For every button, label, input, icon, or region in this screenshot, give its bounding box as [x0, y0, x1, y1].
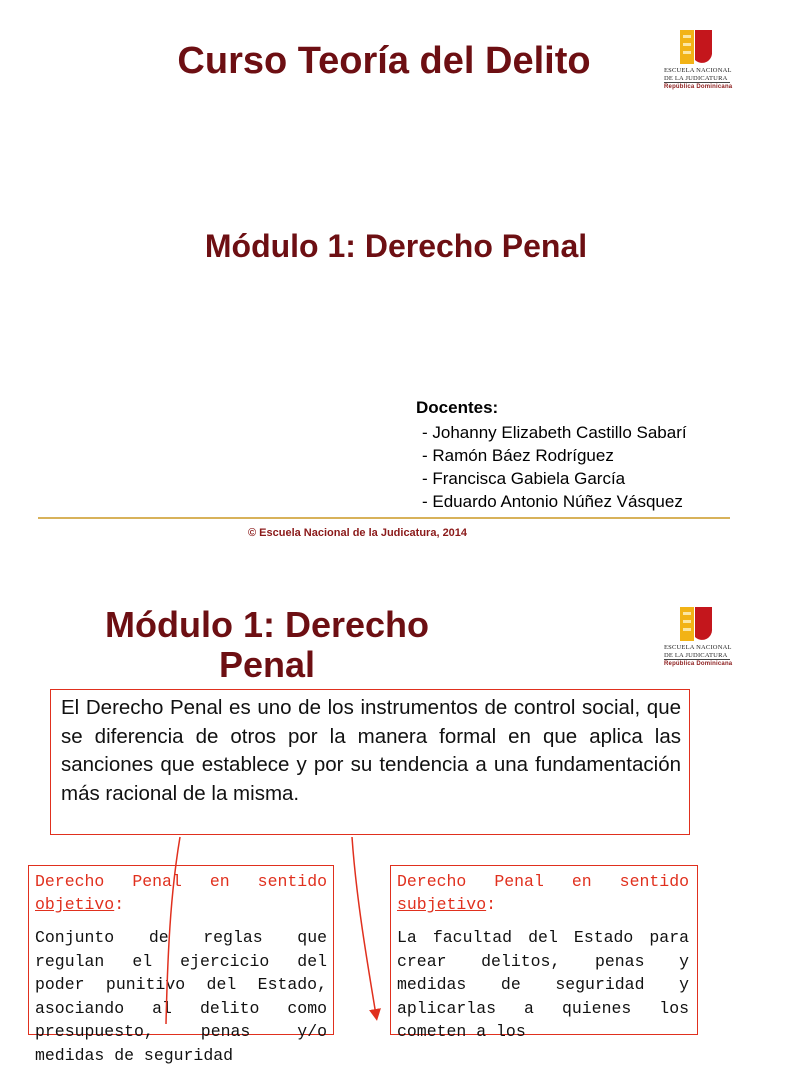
footer-divider — [38, 517, 730, 519]
enj-logo — [664, 30, 746, 94]
slide-2 — [0, 575, 768, 1065]
docente-item: - Ramón Báez Rodríguez — [422, 446, 614, 465]
subjective-box — [390, 865, 698, 1041]
logo-rule — [664, 659, 730, 660]
docente-item: - Johanny Elizabeth Castillo Sabarí — [422, 423, 687, 442]
docentes-heading: Docentes: — [416, 398, 499, 417]
logo-text-line2: DE LA JUDICATURA — [664, 75, 728, 82]
slide2-title — [82, 605, 452, 685]
logo-text-line2: DE LA JUDICATURA — [664, 652, 728, 659]
slide2-title-line2: Penal — [218, 644, 316, 685]
definition-text: El Derecho Penal es uno de los instrumentos de control social, que se diferencia de otros por la manera formal en que aplica las sanciones que establece y por su tendencia a una fundamentación más racional de la misma. — [61, 696, 681, 805]
logo-text-line1: ESCUELA NACIONAL — [664, 67, 732, 74]
logo-text-line3: República Dominicana — [664, 84, 733, 90]
docentes-list — [416, 398, 687, 513]
subjective-text: La facultad del Estado para crear delitos, penas y medidas de seguridad y aplicarlas a quienes los cometen a los — [397, 928, 689, 1041]
subjective-heading-a: Derecho Penal en sentido — [397, 872, 689, 891]
enj-logo-icon — [680, 607, 714, 641]
copyright-footer: © Escuela Nacional de la Judicatura, 2014 — [248, 527, 468, 539]
slide2-title-line1: Módulo 1: Derecho — [104, 604, 430, 645]
subjective-heading — [397, 870, 689, 916]
definition-box — [50, 689, 690, 835]
objective-heading — [35, 870, 327, 916]
docente-item: - Francisca Gabiela García — [422, 469, 626, 488]
subjective-heading-suffix: : — [486, 895, 497, 914]
enj-logo — [664, 607, 746, 671]
objective-heading-b: objetivo — [35, 895, 115, 914]
logo-text-line1: ESCUELA NACIONAL — [664, 644, 732, 651]
logo-rule — [664, 82, 730, 83]
enj-logo-icon — [680, 30, 714, 64]
objective-box — [28, 865, 334, 1065]
arrow-to-subjective — [352, 837, 376, 1015]
objective-text: Conjunto de reglas que regulan el ejercicio del poder punitivo del Estado, asociando al delito como presupuesto, penas y/o medidas de seguridad — [35, 928, 327, 1065]
logo-text-line3: República Dominicana — [664, 661, 733, 667]
subjective-heading-b: subjetivo — [397, 895, 487, 914]
objective-heading-suffix: : — [114, 895, 125, 914]
docente-item: - Eduardo Antonio Núñez Vásquez — [422, 492, 683, 511]
course-title: Curso Teoría del Delito — [177, 40, 591, 82]
objective-heading-a: Derecho Penal en sentido — [35, 872, 327, 891]
module-title: Módulo 1: Derecho Penal — [204, 228, 588, 264]
